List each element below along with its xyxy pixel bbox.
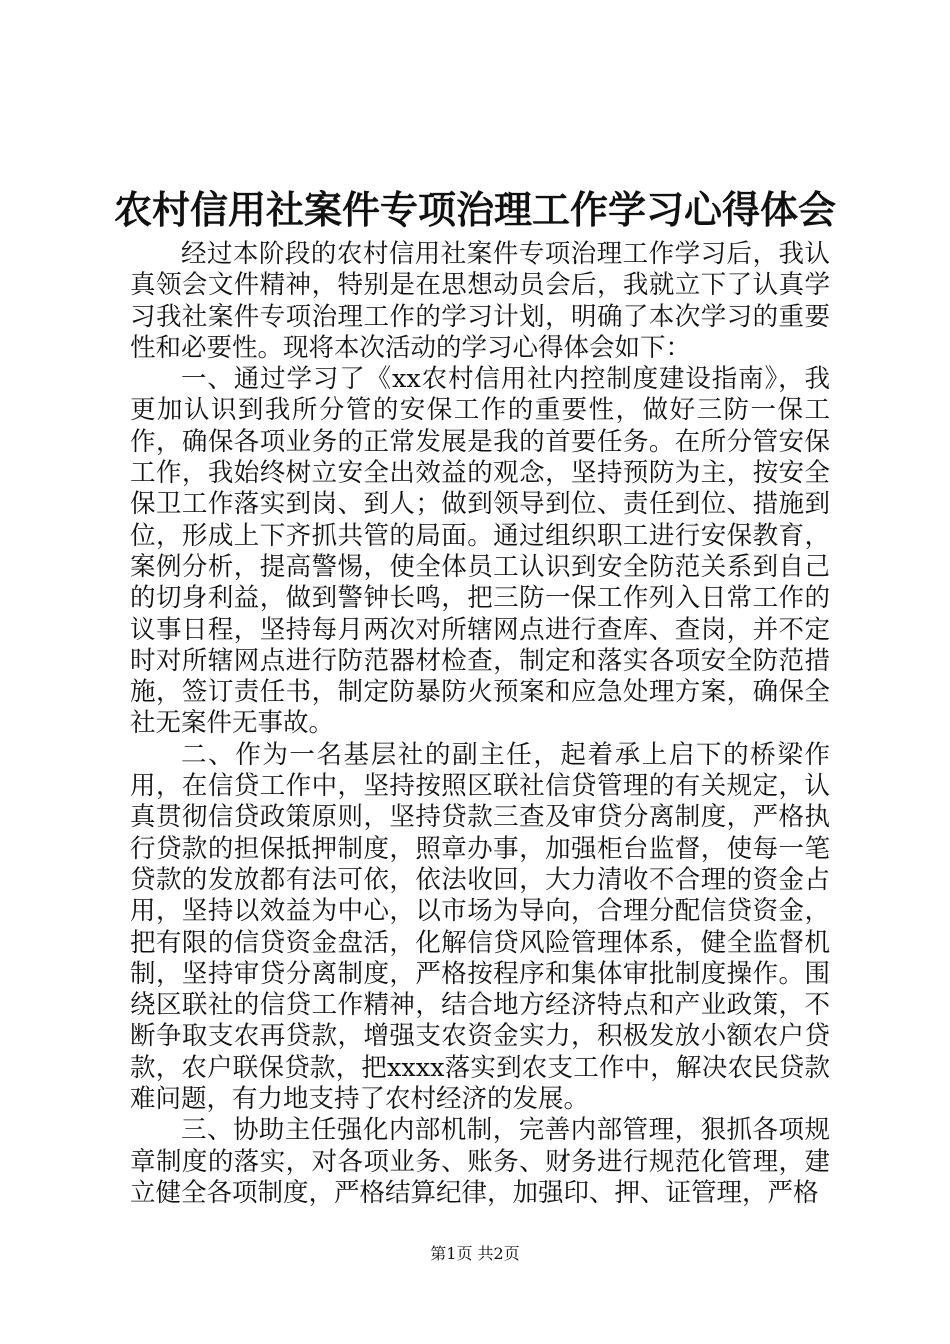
paragraph-section-3: 三、协助主任强化内部机制，完善内部管理，狠抓各项规章制度的落实，对各项业务、账务、财务进行规范化管理，建立健全各项制度，严格结算纪律，加强印、押、证管理，严格 [130,1115,830,1208]
document-title: 农村信用社案件专项治理工作学习心得体会 [113,187,836,232]
document-body [130,239,830,1209]
paragraph-section-1: 一、通过学习了《xx农村信用社内控制度建设指南》，我更加认识到我所分管的安保工作的重要性，做好三防一保工作，确保各项业务的正常发展是我的首要任务。在所分管安保工作，我始终树立安全出效益的观念，坚持预防为主，按安全保卫工作落实到岗、到人；做到领导到位、责任到位、措施到位，形成上下齐抓共管的局面。通过组织职工进行安保教育，案例分析，提高警惕，使全体员工认识到安全防范关系到自己的切身利益，做到警钟长鸣，把三防一保工作列入日常工作的议事日程，坚持每月两次对所辖网点进行查库、查岗，并不定时对所辖网点进行防范器材检查，制定和落实各项安全防范措施，签订责任书，制定防暴防火预案和应急处理方案，确保全社无案件无事故。 [130,364,830,739]
paragraph-section-2: 二、作为一名基层社的副主任，起着承上启下的桥梁作用，在信贷工作中，坚持按照区联社信贷管理的有关规定，认真贯彻信贷政策原则，坚持贷款三查及审贷分离制度，严格执行贷款的担保抵押制度，照章办事，加强柜台监督，使每一笔贷款的发放都有法可依，依法收回，大力清收不合理的资金占用，坚持以效益为中心，以市场为导向，合理分配信贷资金，把有限的信贷资金盘活，化解信贷风险管理体系，健全监督机制，坚持审贷分离制度，严格按程序和集体审批制度操作。围绕区联社的信贷工作精神，结合地方经济特点和产业政策，不断争取支农再贷款，增强支农资金实力，积极发放小额农户贷款，农户联保贷款，把xxxx落实到农支工作中，解决农民贷款难问题，有力地支持了农村经济的发展。 [130,739,830,1115]
page-number-footer: 第1页 共2页 [430,1244,520,1263]
paragraph-intro: 经过本阶段的农村信用社案件专项治理工作学习后，我认真领会文件精神，特别是在思想动员会后，我就立下了认真学习我社案件专项治理工作的学习计划，明确了本次学习的重要性和必要性。现将本次活动的学习心得体会如下： [130,239,830,363]
